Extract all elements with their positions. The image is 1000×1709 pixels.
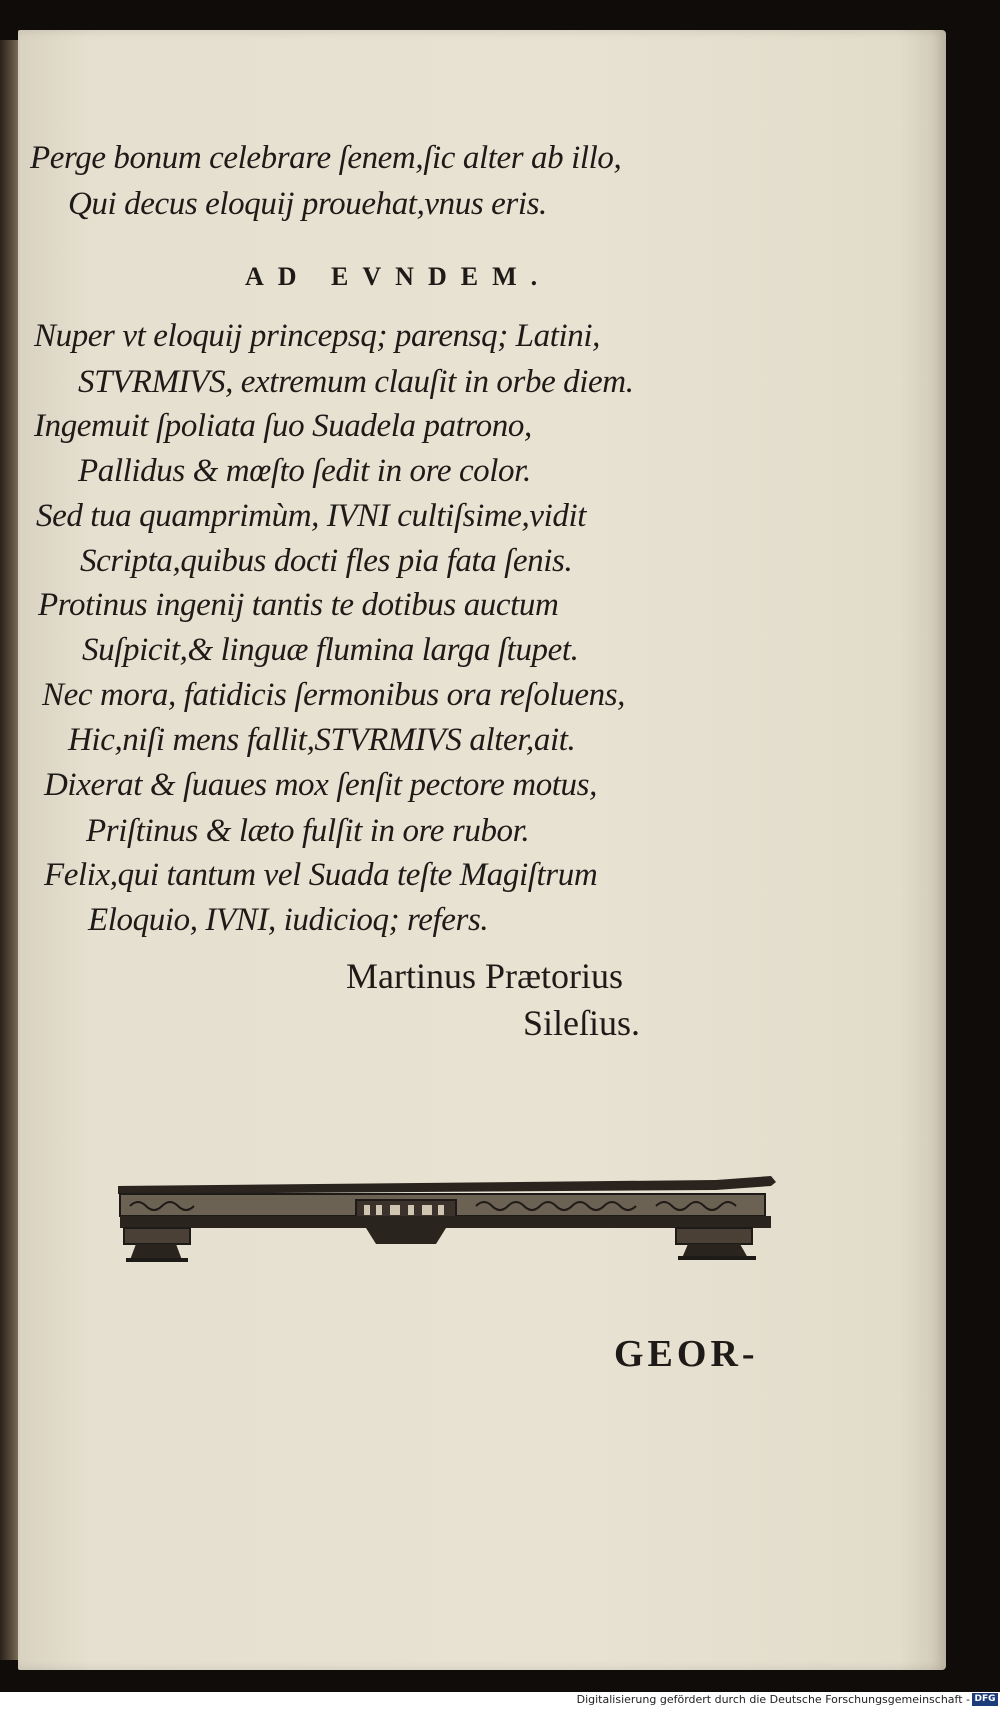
footer-bar: [0, 1692, 1000, 1709]
verse-line: Ingemuit ſpoliata ſuo Suadela patrono,: [34, 408, 532, 444]
signature-origin: Sileſius.: [523, 1003, 641, 1043]
verse-line: Qui decus eloquij prouehat,vnus eris.: [68, 186, 547, 222]
verse-line: Scripta,quibus docti fles pia fata ſenis.: [80, 543, 573, 579]
signature-name: Martinus Prætorius: [346, 956, 624, 996]
verse-line: Dixerat & ſuaues mox ſenſit pectore motus,: [44, 767, 597, 803]
verse-line: Nec mora, fatidicis ſermonibus ora reſoluens,: [42, 677, 625, 713]
verse-line: Suſpicit,& linguæ flumina larga ſtupet.: [82, 632, 579, 668]
woodcut-ornament-icon: [116, 1172, 776, 1272]
verse-line: STVRMIVS, extremum clauſit in orbe diem.: [78, 364, 634, 400]
verse-line: Hic,niſi mens fallit,STVRMIVS alter,ait.: [68, 722, 576, 758]
verse-line: Sed tua quamprimùm, IVNI cultiſsime,vidit: [36, 498, 587, 534]
verse-line: Eloquio, IVNI, iudicioq; refers.: [88, 902, 489, 938]
verse-line: Priſtinus & læto fulſit in ore rubor.: [86, 813, 530, 849]
catchword: GEOR-: [614, 1333, 759, 1375]
verse-line: Protinus ingenij tantis te dotibus auctum: [38, 587, 559, 623]
verse-line: Perge bonum celebrare ſenem,ſic alter ab illo,: [30, 140, 622, 176]
verse-line: Felix,qui tantum vel Suada teſte Magiſtrum: [44, 857, 598, 893]
verse-line: Nuper vt eloquij princepsq; parensq; Latini,: [34, 318, 600, 354]
dfg-logo-icon[interactable]: DFG: [972, 1693, 998, 1706]
book-page: [18, 30, 946, 1670]
verse-line: Pallidus & mœſto ſedit in ore color.: [78, 453, 531, 489]
footer-credit: Digitalisierung gefördert durch die Deutsche Forschungsgemeinschaft -: [576, 1693, 970, 1706]
section-heading: AD EVNDEM.: [245, 262, 552, 291]
